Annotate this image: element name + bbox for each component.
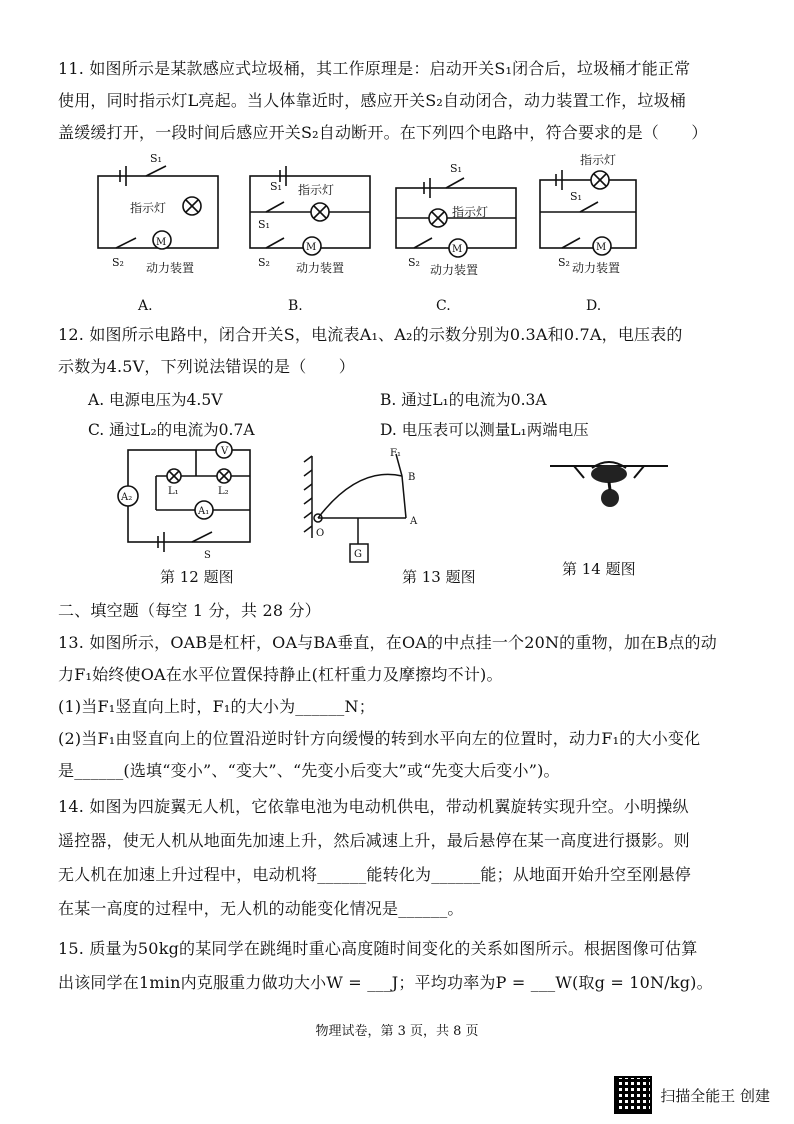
- c-s1: S₁: [450, 162, 462, 175]
- caption-fig12: 第 12 题图: [160, 568, 234, 586]
- b-s2: S₂: [258, 256, 270, 269]
- b-s1b: S₁: [258, 218, 270, 231]
- d-motor: 动力装置: [572, 261, 621, 275]
- c-motor: 动力装置: [430, 263, 479, 277]
- q12-option-d: D. 电压表可以测量L₁两端电压: [380, 421, 589, 439]
- label-c: C.: [436, 298, 451, 314]
- svg-text:F₁: F₁: [390, 448, 401, 459]
- q14-line2: 遥控器，使无人机从地面先加速上升，然后减速上升，最后悬停在某一高度进行摄影。则: [58, 831, 690, 850]
- caption-fig14: 第 14 题图: [562, 560, 636, 578]
- b-s1: S₁: [270, 180, 282, 193]
- q13-line5: 是______(选填“变小”、“变大”、“先变小后变大”或“先变大后变小”)。: [58, 761, 560, 780]
- d-s2: S₂: [558, 256, 570, 269]
- svg-text:B: B: [408, 472, 416, 483]
- svg-text:M: M: [306, 242, 317, 253]
- svg-text:M: M: [156, 237, 167, 248]
- svg-text:O: O: [316, 528, 325, 539]
- q14-line1: 14. 如图为四旋翼无人机，它依靠电池为电动机供电，带动机翼旋转实现升空。小明操纵: [58, 797, 689, 816]
- q13-line1: 13. 如图所示，OAB是杠杆，OA与BA垂直，在OA的中点挂一个20N的重物，加在B点的动: [58, 633, 717, 652]
- qr-code-icon: [614, 1076, 652, 1114]
- label-b: B.: [288, 298, 303, 314]
- q14-line3: 无人机在加速上升过程中，电动机将______能转化为______能；从地面开始升空至刚悬停: [58, 865, 692, 884]
- c-lamp: 指示灯: [452, 205, 489, 219]
- a-motor: 动力装置: [146, 261, 195, 275]
- figure-12-circuit: [108, 440, 268, 560]
- q12-option-b: B. 通过L₁的电流为0.3A: [380, 391, 547, 409]
- q12-line1: 12. 如图所示电路中，闭合开关S，电流表A₁、A₂的示数分别为0.3A和0.7A，电压表的: [58, 325, 683, 344]
- svg-text:S: S: [204, 550, 211, 560]
- caption-fig13: 第 13 题图: [402, 568, 476, 586]
- q12-line2: 示数为4.5V，下列说法错误的是（ ）: [58, 357, 356, 376]
- svg-text:L₁: L₁: [168, 486, 179, 497]
- svg-text:M: M: [452, 244, 463, 255]
- svg-text:V: V: [221, 446, 229, 457]
- q12-option-c: C. 通过L₂的电流为0.7A: [88, 421, 255, 439]
- a-lamp: 指示灯: [130, 201, 167, 215]
- page-footer: 物理试卷，第 3 页，共 8 页: [315, 1024, 479, 1039]
- figure-14-drone: [544, 452, 674, 522]
- q11-circuits: [80, 148, 720, 318]
- scanner-label: 扫描全能王 创建: [660, 1086, 770, 1105]
- svg-text:M: M: [596, 242, 607, 253]
- q13-line4: (2)当F₁由竖直向上的位置沿逆时针方向缓慢的转到水平向左的位置时，动力F₁的大小变化: [58, 729, 701, 748]
- q13-line2: 力F₁始终使OA在水平位置保持静止(杠杆重力及摩擦均不计)。: [58, 665, 503, 684]
- section-2-title: 二、填空题（每空 1 分，共 28 分）: [58, 601, 321, 620]
- a-s2: S₂: [112, 256, 124, 269]
- a-s1: S₁: [150, 152, 162, 165]
- label-a: A.: [138, 298, 153, 314]
- figure-13-lever: [298, 446, 428, 576]
- svg-text:L₂: L₂: [218, 486, 229, 497]
- circuit-d: [540, 170, 636, 255]
- svg-text:A₂: A₂: [121, 492, 133, 503]
- label-d: D.: [586, 298, 602, 314]
- d-lamp: 指示灯: [580, 153, 617, 167]
- b-lamp: 指示灯: [298, 183, 335, 197]
- q15-line2: 出该同学在1min内克服重力做功大小W = ___J；平均功率为P = ___W(取g = 10N/kg)。: [58, 973, 713, 992]
- c-s2: S₂: [408, 256, 420, 269]
- q13-line3: (1)当F₁竖直向上时，F₁的大小为______N；: [58, 697, 375, 716]
- q11-line3: 盖缓缓打开，一段时间后感应开关S₂自动断开。在下列四个电路中，符合要求的是（ ）: [58, 123, 708, 142]
- q14-line4: 在某一高度的过程中，无人机的动能变化情况是______。: [58, 899, 464, 918]
- q15-line1: 15. 质量为50kg的某同学在跳绳时重心高度随时间变化的关系如图所示。根据图像可估算: [58, 939, 698, 958]
- scanner-watermark: [614, 1076, 770, 1114]
- svg-text:A₁: A₁: [198, 506, 210, 517]
- svg-text:A: A: [410, 516, 418, 527]
- d-s1: S₁: [570, 190, 582, 203]
- q12-option-a: A. 电源电压为4.5V: [88, 391, 223, 409]
- q11-line2: 使用，同时指示灯L亮起。当人体靠近时，感应开关S₂自动闭合，动力装置工作，垃圾桶: [58, 91, 687, 110]
- q11-line1: 11. 如图所示是某款感应式垃圾桶，其工作原理是：启动开关S₁闭合后，垃圾桶才能正常: [58, 59, 691, 78]
- svg-text:G: G: [354, 549, 362, 560]
- b-motor: 动力装置: [296, 261, 345, 275]
